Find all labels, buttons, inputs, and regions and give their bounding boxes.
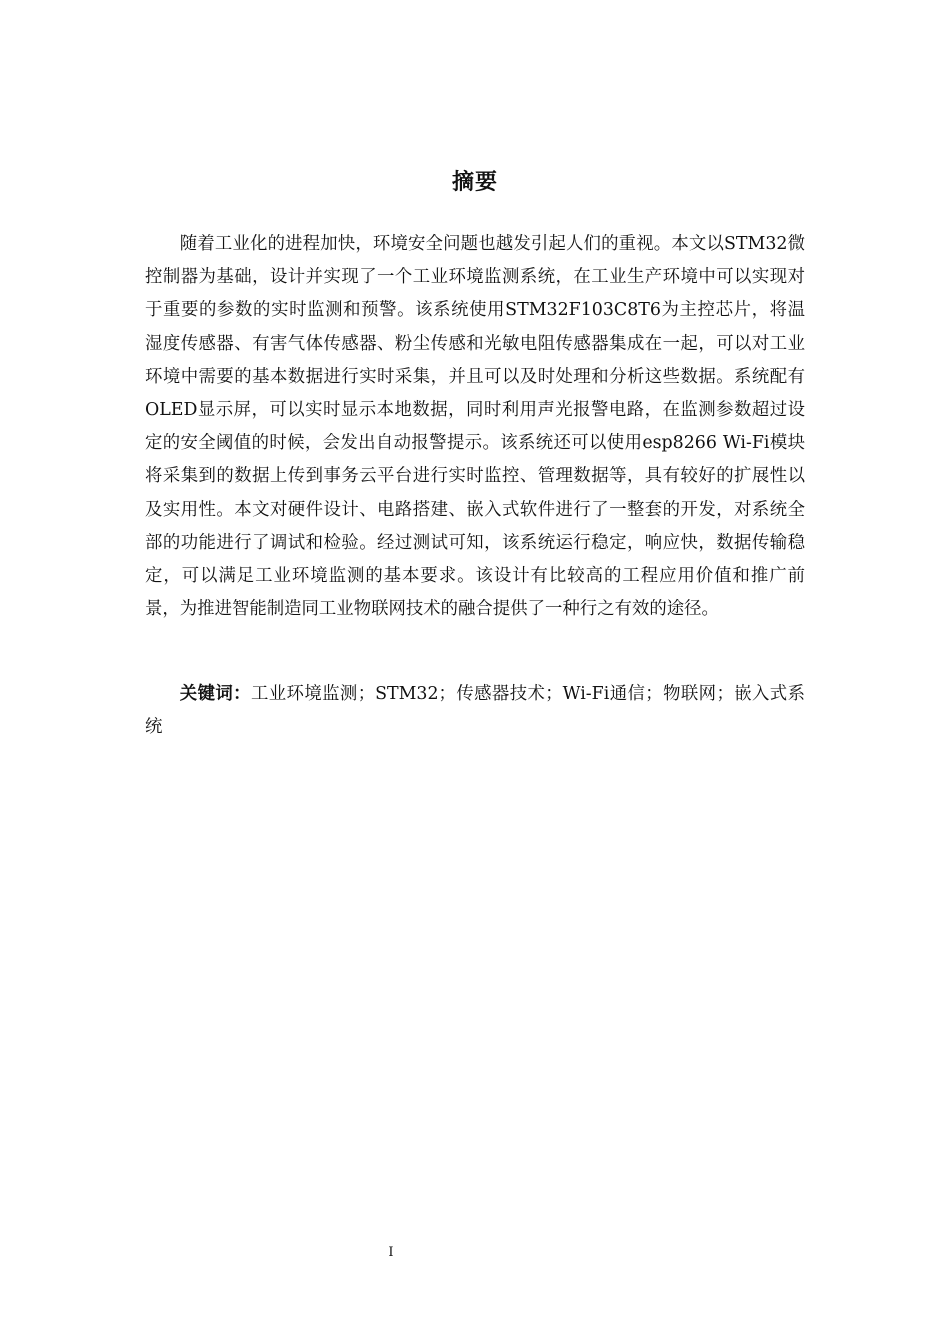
page-number: I [388, 1245, 394, 1260]
abstract-paragraph: 随着工业化的进程加快，环境安全问题也越发引起人们的重视。本文以STM32微控制器为基础，设计并实现了一个工业环境监测系统，在工业生产环境中可以实现对于重要的参数的实时监测和预警。该系统使用STM32F103C8T6为主控芯片，将温湿度传感器、有害气体传感器、粉尘传感和光敏电阻传感器集成在一起，可以对工业环境中需要的基本数据进行实时采集，并且可以及时处理和分析这些数据。系统配有OLED显示屏，可以实时显示本地数据，同时利用声光报警电路，在监测参数超过设定的安全阈值的时候，会发出自动报警提示。该系统还可以使用esp8266 Wi-Fi模块将采集到的数据上传到事务云平台进行实时监控、管理数据等，具有较好的扩展性以及实用性。本文对硬件设计、电路搭建、嵌入式软件进行了一整套的开发，对系统全部的功能进行了调试和检验。经过测试可知，该系统运行稳定，响应快，数据传输稳定，可以满足工业环境监测的基本要求。该设计有比较高的工程应用价值和推广前景，为推进智能制造同工业物联网技术的融合提供了一种行之有效的途径。 [145, 234, 805, 620]
abstract-title: 摘要 [451, 170, 498, 195]
keywords-label: 关键词： [179, 684, 251, 704]
keywords-text: 工业环境监测；STM32；传感器技术；Wi-Fi通信；物联网；嵌入式系统 [145, 684, 805, 738]
keywords-line [145, 678, 805, 744]
